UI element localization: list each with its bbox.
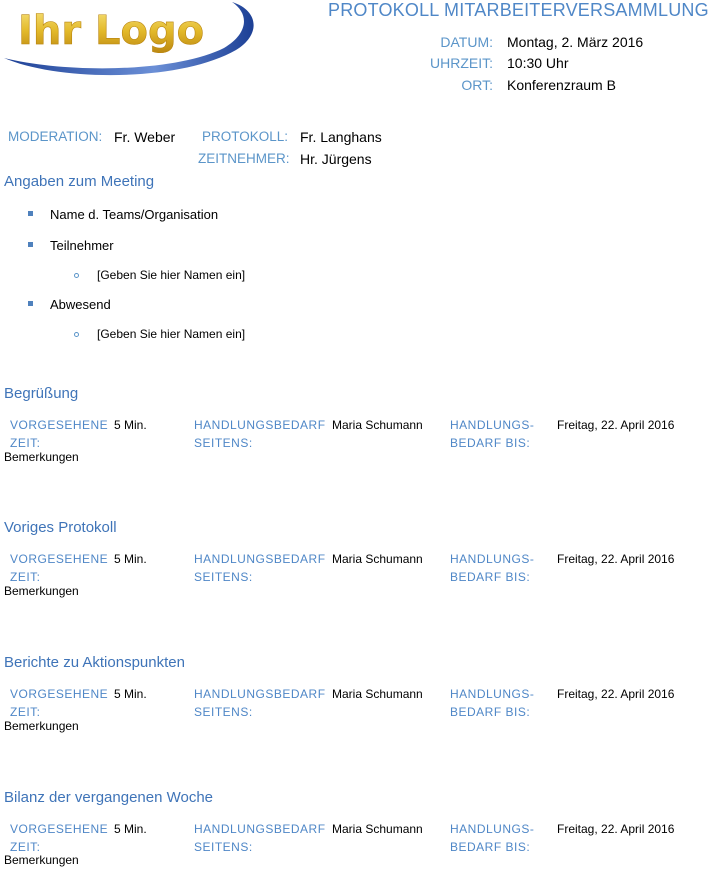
bullet-circle-icon bbox=[74, 332, 79, 337]
action-until-value: Freitag, 22. April 2016 bbox=[557, 687, 675, 701]
action-by-value: Maria Schumann bbox=[332, 552, 423, 566]
action-until-value: Freitag, 22. April 2016 bbox=[557, 822, 675, 836]
date-value: Montag, 2. März 2016 bbox=[507, 34, 644, 50]
remarks-label: Bemerkungen bbox=[4, 450, 79, 464]
company-logo bbox=[0, 0, 270, 82]
planned-time-label: VORGESEHENE ZEIT: bbox=[10, 822, 109, 854]
protocol-label: PROTOKOLL: bbox=[202, 129, 289, 144]
bullet-square-icon bbox=[28, 211, 33, 216]
remarks-label: Bemerkungen bbox=[4, 853, 79, 867]
date-label: DATUM: bbox=[440, 34, 493, 50]
planned-time-value: 5 Min. bbox=[114, 552, 147, 566]
timekeeper-value: Hr. Jürgens bbox=[300, 151, 372, 167]
planned-time-value: 5 Min. bbox=[114, 418, 147, 432]
planned-time-label: VORGESEHENE ZEIT: bbox=[10, 552, 109, 584]
agenda-heading-previous-protocol: Voriges Protokoll bbox=[4, 519, 117, 536]
action-by-label: HANDLUNGSBEDARF SEITENS: bbox=[194, 822, 326, 854]
bullet-square-icon bbox=[28, 242, 33, 247]
bullet-circle-icon bbox=[74, 273, 79, 278]
moderation-label: MODERATION: bbox=[8, 129, 103, 144]
action-until-label: HANDLUNGS- BEDARF BIS: bbox=[450, 687, 535, 719]
planned-time-label: VORGESEHENE ZEIT: bbox=[10, 687, 109, 719]
participants-placeholder: [Geben Sie hier Namen ein] bbox=[97, 268, 246, 282]
agenda-heading-welcome: Begrüßung bbox=[4, 385, 79, 402]
document-title: PROTOKOLL MITARBEITERVERSAMMLUNG bbox=[328, 0, 709, 20]
agenda-heading-action-reports: Berichte zu Aktionspunkten bbox=[4, 654, 185, 671]
planned-time-value: 5 Min. bbox=[114, 822, 147, 836]
time-label: UHRZEIT: bbox=[430, 55, 493, 71]
participants-item: Teilnehmer bbox=[50, 238, 114, 253]
absent-item: Abwesend bbox=[50, 297, 111, 312]
planned-time-value: 5 Min. bbox=[114, 687, 147, 701]
action-by-value: Maria Schumann bbox=[332, 687, 423, 701]
time-value: 10:30 Uhr bbox=[507, 55, 569, 71]
action-until-label: HANDLUNGS- BEDARF BIS: bbox=[450, 418, 535, 450]
bullet-square-icon bbox=[28, 301, 33, 306]
agenda-heading-weekly-review: Bilanz der vergangenen Woche bbox=[4, 789, 214, 806]
action-by-label: HANDLUNGSBEDARF SEITENS: bbox=[194, 687, 326, 719]
logo-text: Ihr Logo bbox=[18, 8, 205, 54]
action-until-value: Freitag, 22. April 2016 bbox=[557, 418, 675, 432]
place-label: ORT: bbox=[461, 77, 493, 93]
action-by-value: Maria Schumann bbox=[332, 822, 423, 836]
protocol-value: Fr. Langhans bbox=[300, 129, 382, 145]
action-by-value: Maria Schumann bbox=[332, 418, 423, 432]
remarks-label: Bemerkungen bbox=[4, 584, 79, 598]
action-by-label: HANDLUNGSBEDARF SEITENS: bbox=[194, 418, 326, 450]
action-until-label: HANDLUNGS- BEDARF BIS: bbox=[450, 822, 535, 854]
remarks-label: Bemerkungen bbox=[4, 719, 79, 733]
place-value: Konferenzraum B bbox=[507, 77, 616, 93]
action-until-label: HANDLUNGS- BEDARF BIS: bbox=[450, 552, 535, 584]
action-by-label: HANDLUNGSBEDARF SEITENS: bbox=[194, 552, 326, 584]
meeting-info-heading: Angaben zum Meeting bbox=[4, 173, 155, 190]
team-name-item: Name d. Teams/Organisation bbox=[50, 207, 219, 222]
action-until-value: Freitag, 22. April 2016 bbox=[557, 552, 675, 566]
moderation-value: Fr. Weber bbox=[114, 129, 176, 145]
timekeeper-label: ZEITNEHMER: bbox=[198, 151, 290, 166]
planned-time-label: VORGESEHENE ZEIT: bbox=[10, 418, 109, 450]
absent-placeholder: [Geben Sie hier Namen ein] bbox=[97, 327, 246, 341]
